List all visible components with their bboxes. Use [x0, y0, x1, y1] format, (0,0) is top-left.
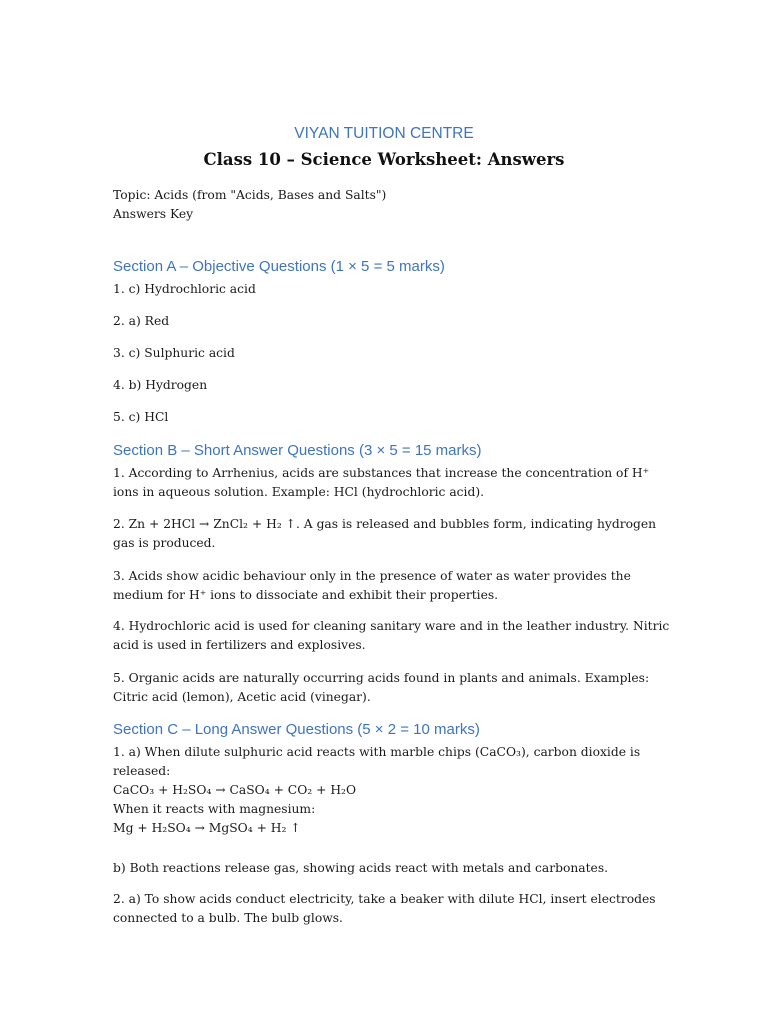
- section-b-answer-5: 5. Organic acids are naturally occurring acids found in plants and animals. Examples: Citric acid (lemon), Acetic acid (vinegar).: [113, 671, 650, 704]
- section-a-heading: Section A – Objective Questions (1 × 5 = 5 marks): [113, 258, 445, 275]
- section-a-answer-2: 2. a) Red: [113, 314, 170, 328]
- section-c-answer-1b: b) Both reactions release gas, showing acids react with metals and carbonates.: [113, 861, 609, 875]
- answer-line: When it reacts with magnesium:: [113, 802, 316, 816]
- answer-line: released:: [113, 764, 171, 778]
- section-b-answer-1: 1. According to Arrhenius, acids are substances that increase the concentration of H⁺ ions in aqueous solution. Example: HCl (hydrochloric acid).: [113, 466, 650, 499]
- section-b-answer-2: 2. Zn + 2HCl → ZnCl₂ + H₂ ↑. A gas is released and bubbles form, indicating hydrogen gas is produced.: [113, 517, 657, 550]
- section-b-answer-3: 3. Acids show acidic behaviour only in the presence of water as water provides the medium for H⁺ ions to dissociate and exhibit their properties.: [113, 569, 631, 602]
- section-b-answer-4: 4. Hydrochloric acid is used for cleaning sanitary ware and in the leather industry. Nitric acid is used in fertilizers and explosives.: [113, 619, 670, 652]
- page-title: Class 10 – Science Worksheet: Answers: [203, 150, 565, 169]
- answers-key-label: Answers Key: [113, 207, 194, 221]
- equation-line: CaCO₃ + H₂SO₄ → CaSO₄ + CO₂ + H₂O: [113, 783, 357, 797]
- section-a-answer-4: 4. b) Hydrogen: [113, 378, 208, 392]
- section-a-answer-3: 3. c) Sulphuric acid: [113, 346, 235, 360]
- section-c-heading: Section C – Long Answer Questions (5 × 2 = 10 marks): [113, 721, 480, 738]
- section-a-answer-1: 1. c) Hydrochloric acid: [113, 282, 256, 296]
- equation-line: Mg + H₂SO₄ → MgSO₄ + H₂ ↑: [113, 821, 301, 835]
- topic-line: Topic: Acids (from "Acids, Bases and Salts"): [113, 188, 387, 202]
- section-c-answer-1a: [113, 743, 673, 838]
- intro: [113, 186, 673, 224]
- section-a-answer-5: 5. c) HCl: [113, 410, 169, 424]
- answer-line: 1. a) When dilute sulphuric acid reacts with marble chips (CaCO₃), carbon dioxide is: [113, 745, 641, 759]
- section-b-heading: Section B – Short Answer Questions (3 × 5 = 15 marks): [113, 442, 482, 459]
- section-c-answer-2a: 2. a) To show acids conduct electricity, take a beaker with dilute HCl, insert electrodes connected to a bulb. The bulb glows.: [113, 892, 656, 925]
- org-name: VIYAN TUITION CENTRE: [294, 125, 474, 142]
